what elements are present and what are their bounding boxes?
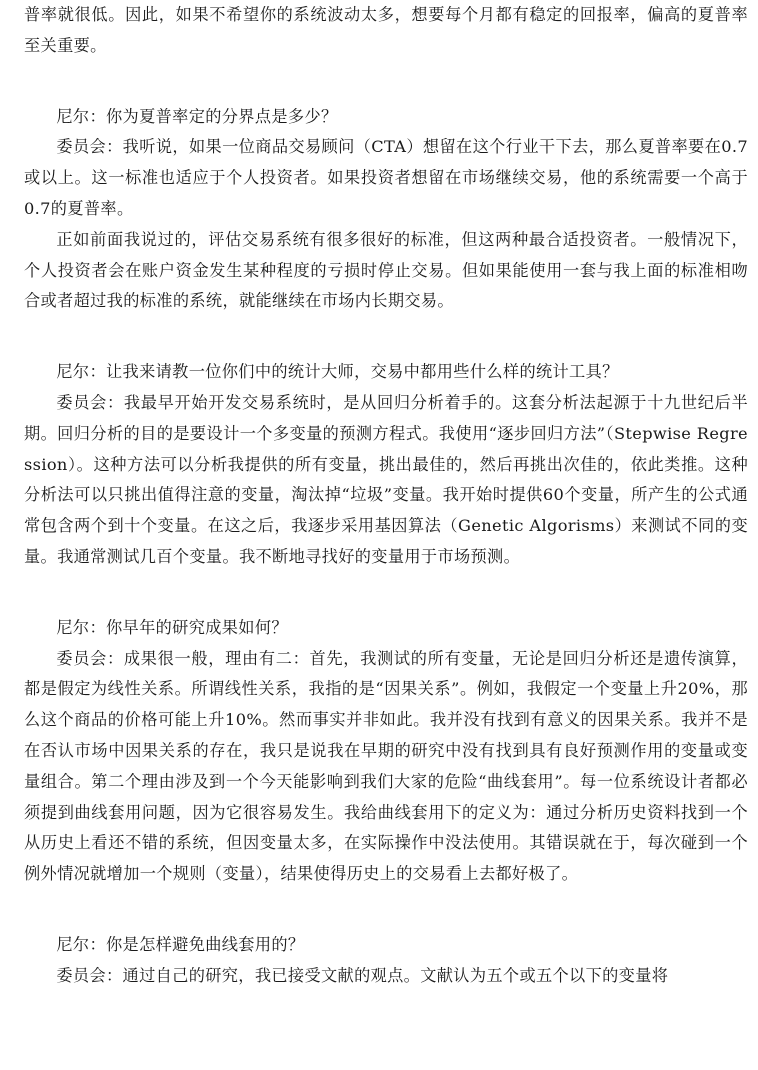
paragraph-question: 尼尔：你早年的研究成果如何？	[56, 617, 288, 637]
paragraph-question: 尼尔：让我来请教一位你们中的统计大师，交易中都用些什么样的统计工具？	[56, 362, 619, 382]
section-gap	[24, 317, 748, 357]
paragraph-answer: 委员会：我最早开始开发交易系统时，是从回归分析着手的。这套分析法起源于十九世纪后半期。回归分析的目的是要设计一个多变量的预测方程式。我使用“逐步回归方法”（Stepwise Regression）。这种方法可以分析我提供的所有变量，挑出最佳的，然后再挑出次佳的，依此类推。这种分析法可以只挑出值得注意的变量，淘汰掉“垃圾”变量。我开始时提供60个变量，所产生的公式通常包含两个到十个变量。在这之后，我逐步采用基因算法（Genetic Algorisms）来测试不同的变量。我通常测试几百个变量。我不断地寻找好的变量用于市场预测。	[24, 392, 748, 566]
section-gap	[24, 573, 748, 613]
paragraph-question: 尼尔：你为夏普率定的分界点是多少？	[56, 106, 338, 126]
paragraph-answer: 委员会：成果很一般，理由有二：首先，我测试的所有变量，无论是回归分析还是遗传演算，都是假定为线性关系。所谓线性关系，我指的是“因果关系”。例如，我假定一个变量上升20%，那么这个商品的价格可能上升10%。然而事实并非如此。我并没有找到有意义的因果关系。我并不是在否认市场中因果关系的存在，我只是说我在早期的研究中没有找到具有良好预测作用的变量或变量组合。第二个理由涉及到一个今天能影响到我们大家的危险“曲线套用”。每一位系统设计者都必须提到曲线套用问题，因为它很容易发生。我给曲线套用下的定义为：通过分析历史资料找到一个从历史上看还不错的系统，但因变量太多，在实际操作中没法使用。其错误就在于，每次碰到一个例外情况就增加一个规则（变量），结果使得历史上的交易看上去都好极了。	[24, 648, 748, 884]
document-page	[24, 0, 748, 1070]
paragraph-answer: 委员会：通过自己的研究，我已接受文献的观点。文献认为五个或五个以下的变量将	[56, 965, 669, 985]
section-gap	[24, 890, 748, 930]
section-gap	[24, 62, 748, 102]
paragraph-question: 尼尔：你是怎样避免曲线套用的？	[56, 934, 305, 954]
paragraph-answer: 正如前面我说过的，评估交易系统有很多很好的标准，但这两种最合适投资者。一般情况下，个人投资者会在账户资金发生某种程度的亏损时停止交易。但如果能使用一套与我上面的标准相吻合或者超过我的标准的系统，就能继续在市场内长期交易。	[24, 229, 748, 311]
paragraph-continuation: 普率就很低。因此，如果不希望你的系统波动太多，想要每个月都有稳定的回报率，偏高的夏普率至关重要。	[24, 5, 748, 55]
paragraph-answer: 委员会：我听说，如果一位商品交易顾问（CTA）想留在这个行业干下去，那么夏普率要在0.7或以上。这一标准也适应于个人投资者。如果投资者想留在市场继续交易，他的系统需要一个高于0.7的夏普率。	[24, 137, 748, 218]
